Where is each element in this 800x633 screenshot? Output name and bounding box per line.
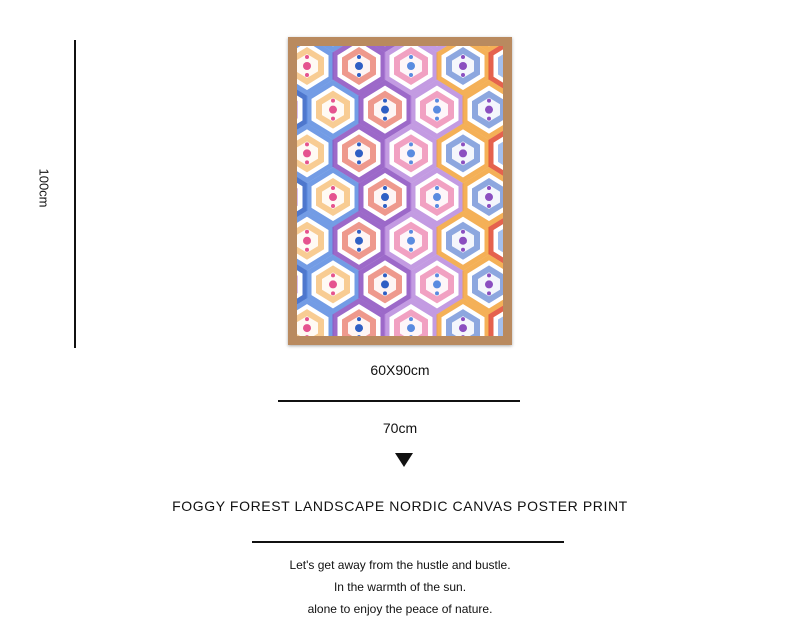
triangle-down-icon (395, 453, 413, 467)
tagline-line-3: alone to enjoy the peace of nature. (307, 602, 493, 616)
poster-frame (288, 37, 512, 345)
tagline-line-2: In the warmth of the sun. (333, 580, 467, 594)
width-dimension-line (278, 400, 520, 402)
title-divider (252, 541, 564, 543)
height-dimension-line (74, 40, 76, 348)
tagline-line-1: Let's get away from the hustle and bustle. (289, 558, 511, 572)
width-dimension-label: 70cm (382, 420, 418, 436)
height-dimension-label: 100cm (36, 168, 52, 208)
poster-size-label: 60X90cm (370, 362, 430, 378)
ikat-pattern (297, 46, 503, 336)
poster-artwork (297, 46, 503, 336)
product-title: FOGGY FOREST LANDSCAPE NORDIC CANVAS POSTER PRINT (172, 498, 628, 514)
